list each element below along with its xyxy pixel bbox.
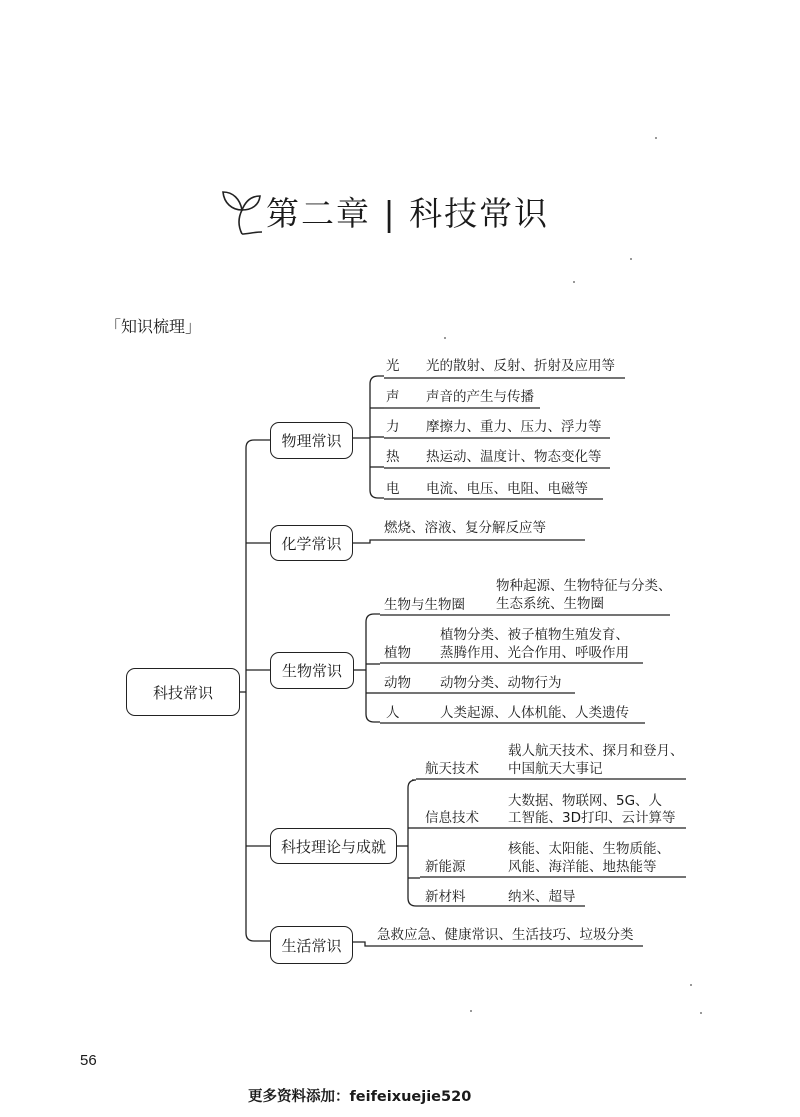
tech-desc: 风能、海洋能、地热能等 (508, 859, 657, 875)
node-chemistry: 化学常识 (270, 525, 353, 561)
tech-desc: 大数据、物联网、5G、人 (508, 793, 663, 809)
tech-desc: 工智能、3D打印、云计算等 (508, 810, 676, 826)
chapter-title-text: 第二章 | 科技常识 (266, 194, 550, 233)
life-desc: 急救应急、健康常识、生活技巧、垃圾分类 (377, 927, 634, 943)
root-node: 科技常识 (126, 668, 240, 716)
tech-key: 信息技术 (425, 810, 479, 826)
physics-desc: 光的散射、反射、折射及应用等 (426, 358, 615, 374)
tech-key: 航天技术 (425, 761, 479, 777)
physics-key: 电 (386, 481, 400, 497)
biology-key: 植物 (384, 645, 411, 661)
footer-note: 更多资料添加：feifeixuejie520 (248, 1089, 472, 1105)
scan-speck (630, 258, 632, 260)
section-label: 「知识梳理」 (105, 317, 202, 336)
scan-speck (655, 137, 657, 139)
physics-desc: 电流、电压、电阻、电磁等 (426, 481, 588, 497)
physics-key: 声 (386, 389, 400, 405)
biology-desc: 植物分类、被子植物生殖发育、 (440, 627, 629, 643)
scan-speck (573, 281, 575, 283)
node-tech: 科技理论与成就 (270, 828, 397, 864)
biology-desc: 物种起源、生物特征与分类、 (496, 578, 672, 594)
biology-desc: 动物分类、动物行为 (440, 675, 562, 691)
page-number: 56 (80, 1052, 97, 1069)
tech-desc: 载人航天技术、探月和登月、 (508, 743, 684, 759)
physics-key: 力 (386, 419, 400, 435)
tech-key: 新能源 (425, 859, 466, 875)
biology-key: 动物 (384, 675, 411, 691)
tech-desc: 核能、太阳能、生物质能、 (508, 841, 670, 857)
node-life: 生活常识 (270, 926, 353, 964)
physics-desc: 摩擦力、重力、压力、浮力等 (426, 419, 602, 435)
tech-key: 新材料 (425, 889, 466, 905)
biology-desc: 人类起源、人体机能、人类遗传 (440, 705, 629, 721)
scan-speck (444, 337, 446, 339)
physics-key: 光 (386, 358, 400, 374)
biology-key: 生物与生物圈 (384, 597, 465, 613)
physics-desc: 声音的产生与传播 (426, 389, 534, 405)
biology-key: 人 (386, 705, 400, 721)
biology-desc: 蒸腾作用、光合作用、呼吸作用 (440, 645, 629, 661)
physics-desc: 热运动、温度计、物态变化等 (426, 449, 602, 465)
tech-desc: 中国航天大事记 (508, 761, 603, 777)
node-biology: 生物常识 (270, 652, 354, 689)
chemistry-desc: 燃烧、溶液、复分解反应等 (384, 520, 546, 536)
scan-speck (470, 1010, 472, 1012)
scan-speck (690, 984, 692, 986)
physics-key: 热 (386, 449, 400, 465)
scan-speck (700, 1012, 702, 1014)
node-physics: 物理常识 (270, 422, 353, 459)
biology-desc: 生态系统、生物圈 (496, 596, 604, 612)
tech-desc: 纳米、超导 (508, 889, 576, 905)
